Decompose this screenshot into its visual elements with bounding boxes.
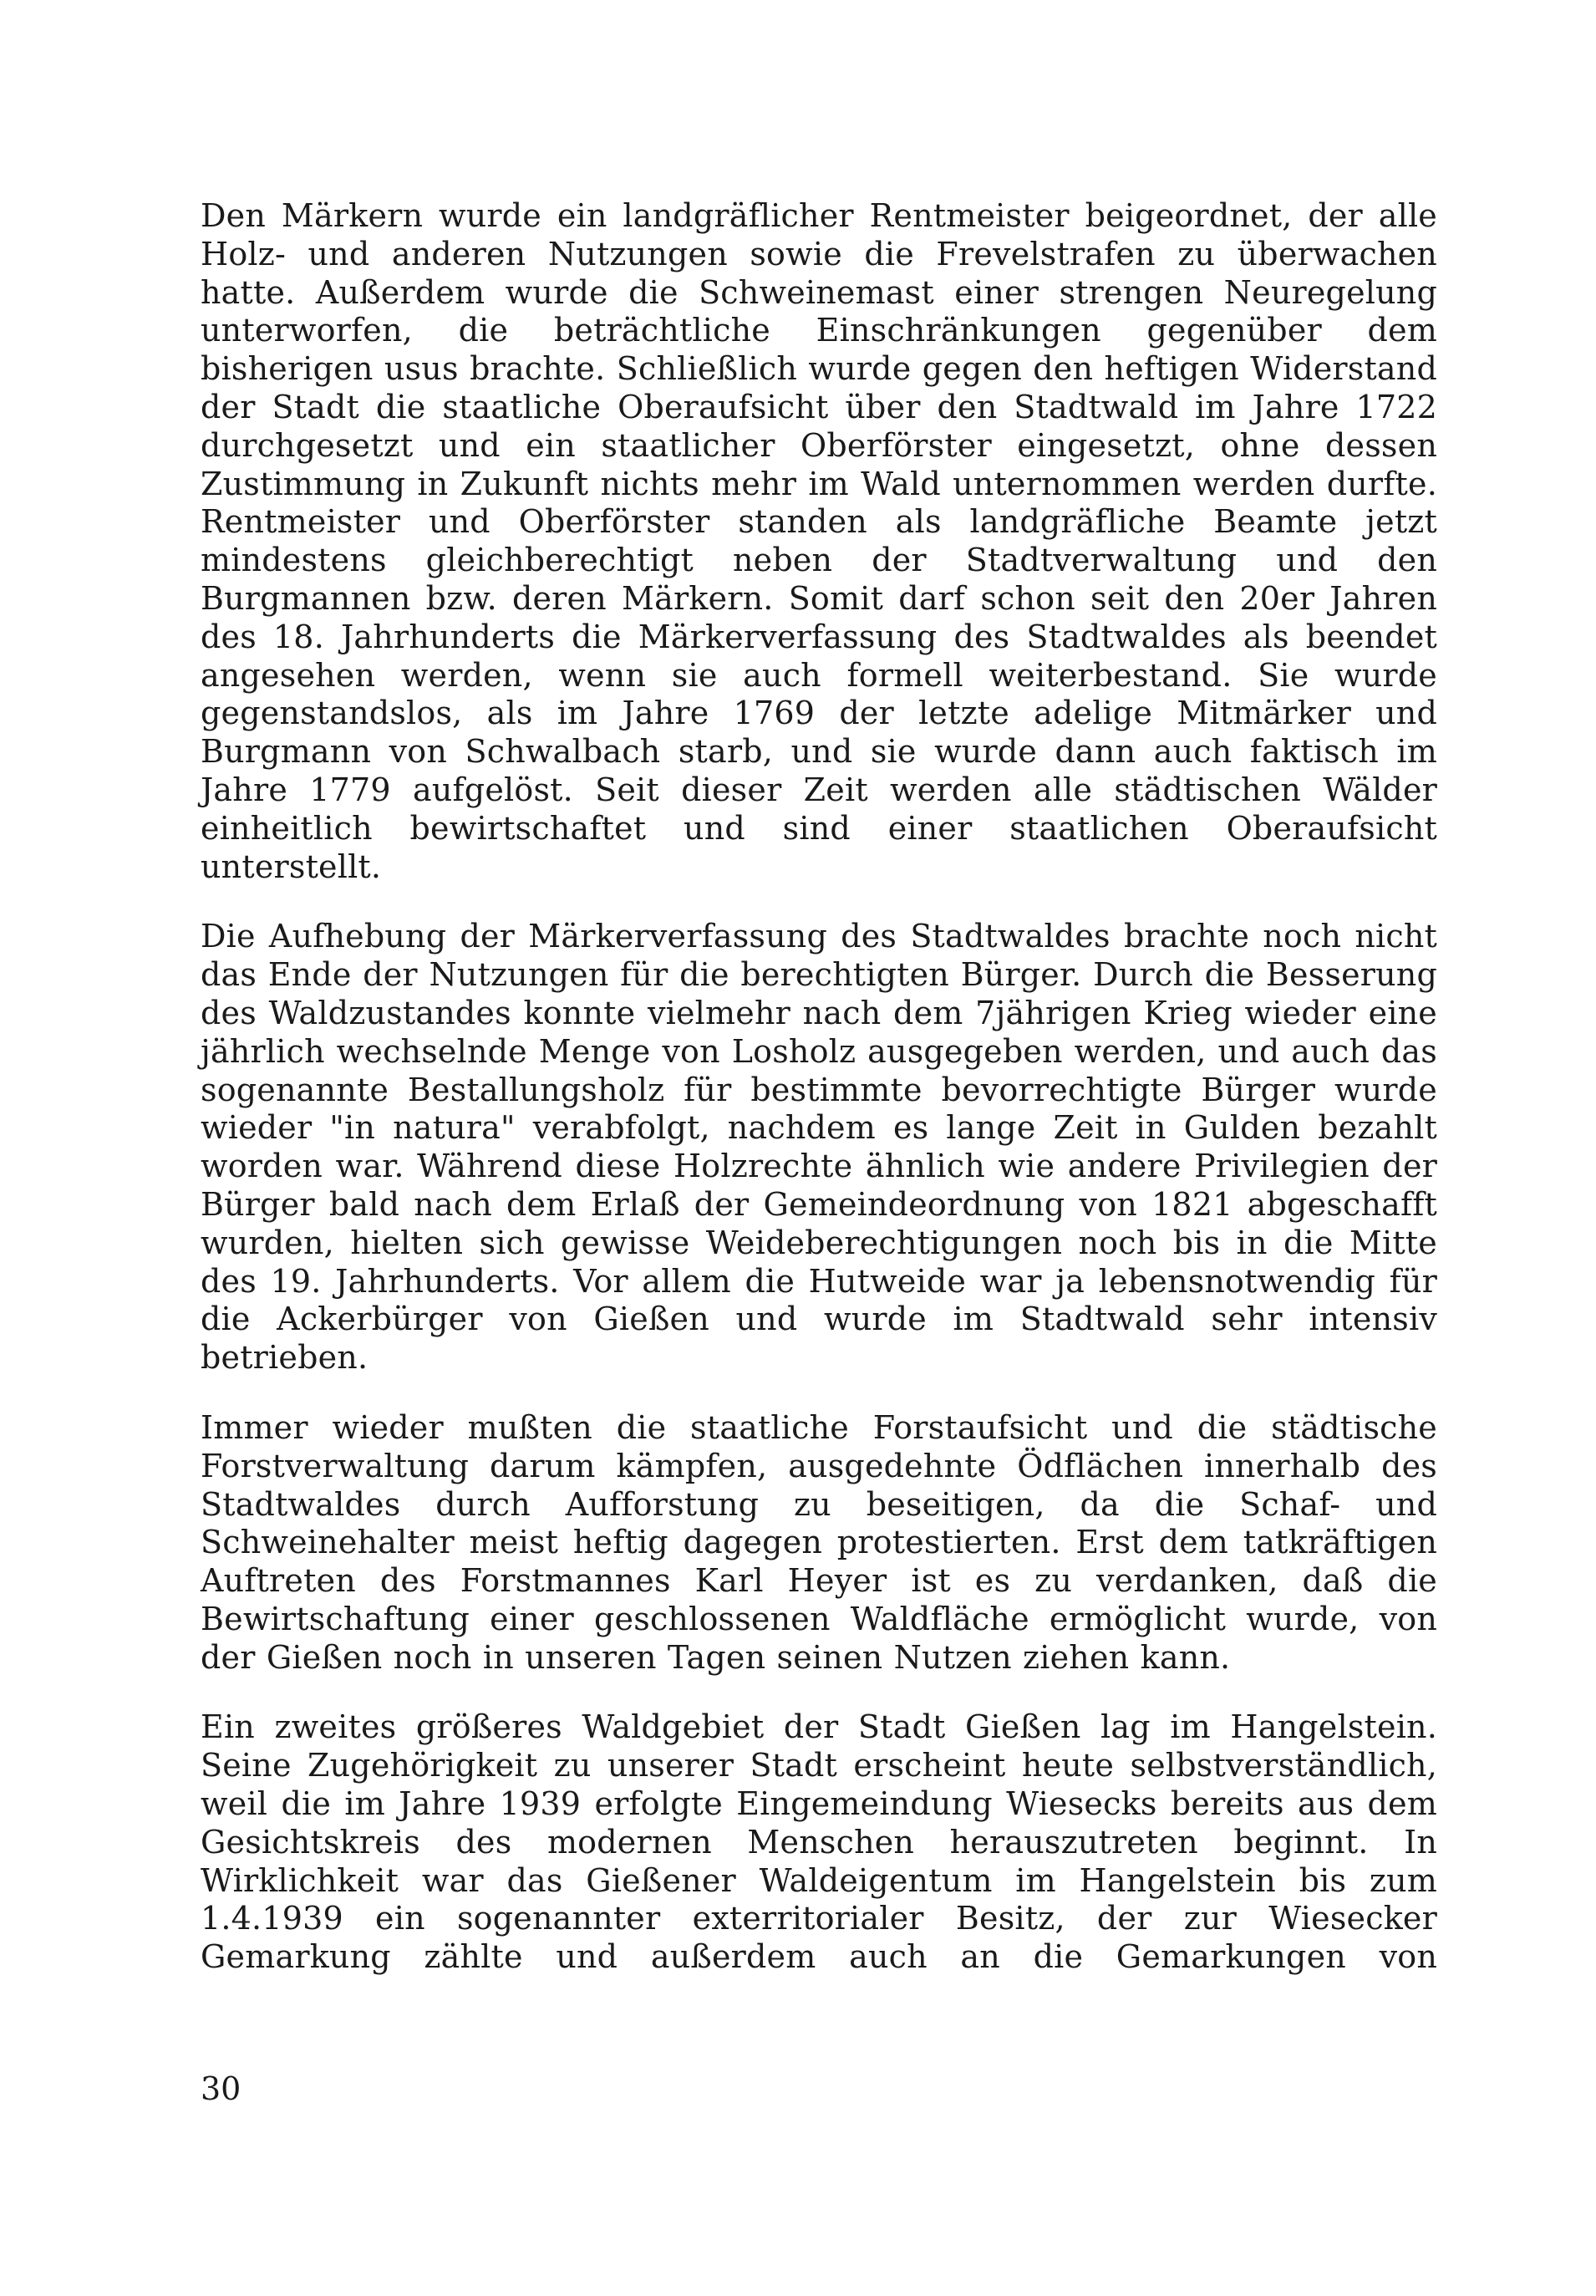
body-text bbox=[201, 197, 1437, 2008]
paragraph-1: Den Märkern wurde ein landgräflicher Rentmeister beigeordnet, der alle Holz- und anderen Nutzungen sowie die Frevelstrafen zu überwachen hatte. Außerdem wurde die Schweinemast einer strengen Neuregelung unterworfen, die beträchtliche Einschränkungen gegenüber dem bisherigen usus brachte. Schließlich wurde gegen den heftigen Widerstand der Stadt die staatliche Oberaufsicht über den Stadtwald im Jahre 1722 durchgesetzt und ein staatlicher Oberförster eingesetzt, ohne dessen Zustimmung in Zukunft nichts mehr im Wald unternommen werden durfte. Rentmeister und Oberförster standen als landgräfliche Beamte jetzt mindestens gleichberechtigt neben der Stadtverwaltung und den Burgmannen bzw. deren Märkern. Somit darf schon seit den 20er Jahren des 18. Jahrhunderts die Märkerverfassung des Stadtwaldes als beendet angesehen werden, wenn sie auch formell weiterbestand. Sie wurde gegenstandslos, als im Jahre 1769 der letzte adelige Mitmärker und Burgmann von Schwalbach starb, und sie wurde dann auch faktisch im Jahre 1779 aufgelöst. Seit dieser Zeit werden alle städtischen Wälder einheitlich bewirtschaftet und sind einer staatlichen Oberaufsicht unterstellt. bbox=[201, 197, 1437, 885]
paragraph-4: Ein zweites größeres Waldgebiet der Stadt Gießen lag im Hangelstein. Seine Zugehörigkeit zu unserer Stadt erscheint heute selbstverständlich, weil die im Jahre 1939 erfolgte Eingemeindung Wiesecks bereits aus dem Gesichtskreis des modernen Menschen herauszutreten beginnt. In Wirklichkeit war das Gießener Waldeigentum im Hangelstein bis zum 1.4.1939 ein sogenannter exterritorialer Besitz, der zur Wiesecker Gemarkung zählte und außerdem auch an die Gemarkungen von bbox=[201, 1708, 1437, 1976]
paragraph-2: Die Aufhebung der Märkerverfassung des Stadtwaldes brachte noch nicht das Ende der Nutzungen für die berechtigten Bürger. Durch die Besserung des Waldzustandes konnte vielmehr nach dem 7jährigen Krieg wieder eine jährlich wechselnde Menge von Losholz ausgegeben werden, und auch das sogenannte Bestallungsholz für bestimmte bevorrechtigte Bürger wurde wieder "in natura" verabfolgt, nachdem es lange Zeit in Gulden bezahlt worden war. Während diese Holzrechte ähnlich wie andere Privilegien der Bürger bald nach dem Erlaß der Gemeindeordnung von 1821 abgeschafft wurden, hielten sich gewisse Weideberechtigungen noch bis in die Mitte des 19. Jahrhunderts. Vor allem die Hutweide war ja lebensnotwendig für die Ackerbürger von Gießen und wurde im Stadtwald sehr intensiv betrieben. bbox=[201, 918, 1437, 1377]
page-number: 30 bbox=[201, 2070, 241, 2107]
paragraph-3: Immer wieder mußten die staatliche Forstaufsicht und die städtische Forstverwaltung darum kämpfen, ausgedehnte Ödflächen innerhalb des Stadtwaldes durch Aufforstung zu beseitigen, da die Schaf- und Schweinehalter meist heftig dagegen protestierten. Erst dem tatkräftigen Auftreten des Forstmannes Karl Heyer ist es zu verdanken, daß die Bewirtschaftung einer geschlossenen Waldfläche ermöglicht wurde, von der Gießen noch in unseren Tagen seinen Nutzen ziehen kann. bbox=[201, 1408, 1437, 1676]
